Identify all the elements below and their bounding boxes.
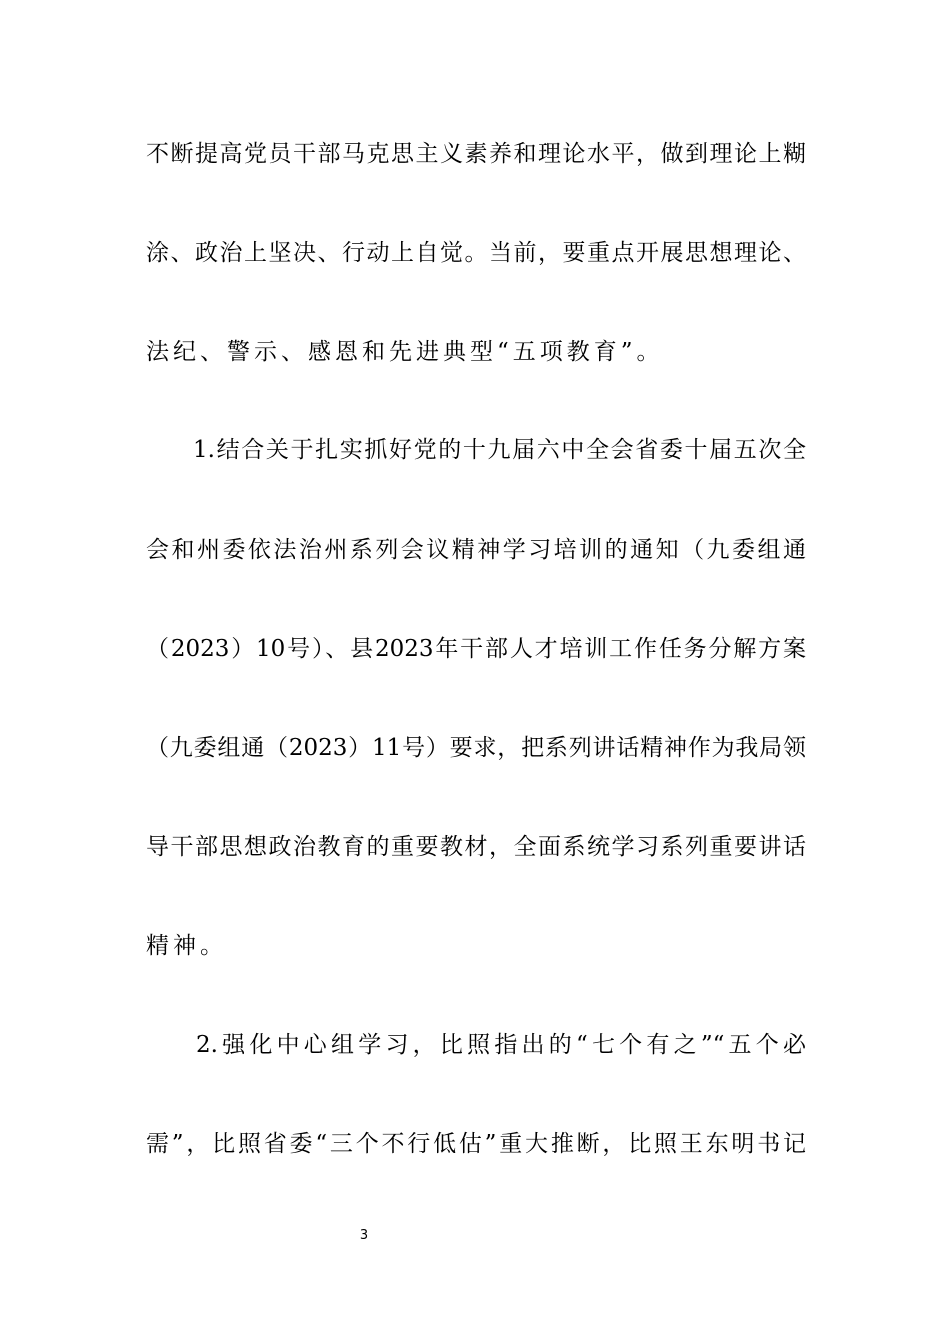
text-line-4: 1.结合关于扎实抓好党的十九届六中全会省委十届五次全 <box>193 437 806 463</box>
text-line-7: （九委组通（2023）11号）要求，把系列讲话精神作为我局领 <box>146 735 806 761</box>
text-line-10: 2.强化中心组学习，比照指出的“七个有之”“五个必 <box>196 1032 806 1058</box>
text-line-8: 导干部思想政治教育的重要教材，全面系统学习系列重要讲话 <box>146 834 806 860</box>
text-line-5: 会和州委依法治州系列会议精神学习培训的通知（九委组通 <box>146 537 806 563</box>
page-number: 3 <box>359 1228 369 1243</box>
text-line-1: 不断提高党员干部马克思主义素养和理论水平，做到理论上糊 <box>146 141 806 167</box>
text-line-2: 涂、政治上坚决、行动上自觉。当前，要重点开展思想理论、 <box>146 240 806 266</box>
text-line-9: 精神。 <box>146 933 227 959</box>
text-line-6: （2023）10号）、县2023年干部人才培训工作任务分解方案 <box>146 636 806 662</box>
text-line-3: 法纪、警示、感恩和先进典型“五项教育”。 <box>146 339 664 365</box>
text-line-11: 需”，比照省委“三个不行低估”重大推断，比照王东明书记 <box>146 1131 806 1157</box>
